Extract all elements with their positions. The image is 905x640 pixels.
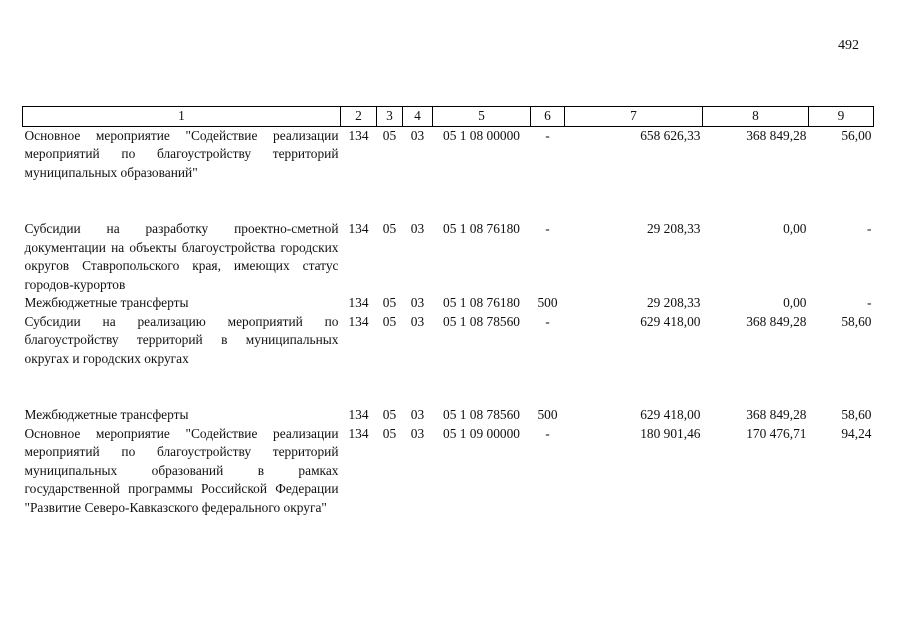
table-row [23,126,874,182]
row-expense-type: - [545,127,550,143]
page-number: 492 [838,38,859,53]
row-code: 134 [348,221,369,236]
row-code: 134 [348,127,369,143]
table-row [23,220,874,294]
row-percent: 56,00 [841,127,872,143]
row-section: 05 [382,295,397,310]
table-row [23,406,874,425]
row-name: Основное мероприятие "Содействие реализации мероприятий по благоустройству территорий муниципальных образований в рамках государственной программы Российской Федерации "Развитие Северо-Кавказского федерального округа" [24,425,339,515]
col-header-8: 8 [703,107,809,127]
row-subsection: 03 [410,221,425,236]
row-percent: - [867,221,872,236]
row-plan-amount: 658 626,33 [640,127,701,143]
row-percent: 94,24 [841,425,872,441]
header-row [23,107,874,127]
row-expense-type: 500 [537,407,558,422]
row-name: Межбюджетные трансферты [24,407,189,422]
col-header-9: 9 [809,107,874,127]
row-actual-amount: 0,00 [783,295,807,310]
row-target-article: 05 1 08 76180 [443,295,520,310]
row-subsection: 03 [410,127,425,143]
row-target-article: 05 1 08 78560 [443,407,520,422]
col-header-7: 7 [565,107,703,127]
row-subsection: 03 [410,425,425,441]
col-header-3: 3 [377,107,403,127]
col-header-1: 1 [23,107,341,127]
table-row [23,425,874,518]
row-spacer [23,182,874,220]
row-expense-type: - [545,221,550,236]
budget-table [22,106,874,517]
row-spacer [23,368,874,406]
row-actual-amount: 368 849,28 [746,313,807,329]
row-plan-amount: 180 901,46 [640,425,701,441]
col-header-5: 5 [433,107,531,127]
row-section: 05 [382,221,397,236]
row-actual-amount: 0,00 [783,221,807,236]
row-name: Субсидии на реализацию мероприятий по благоустройству территорий в муниципальных округах и городских округах [24,313,339,366]
row-code: 134 [348,295,369,310]
row-percent: 58,60 [841,313,872,329]
row-code: 134 [348,425,369,441]
row-percent: 58,60 [841,407,872,422]
row-name: Субсидии на разработку проектно-сметной документации на объекты благоустройства городских округов Ставропольского края, имеющих статус городов-курортов [24,221,339,292]
row-actual-amount: 368 849,28 [746,127,807,143]
row-section: 05 [382,127,397,143]
col-header-6: 6 [531,107,565,127]
row-expense-type: - [545,313,550,329]
row-section: 05 [382,407,397,422]
col-header-4: 4 [403,107,433,127]
row-plan-amount: 29 208,33 [646,221,701,236]
row-target-article: 05 1 08 76180 [443,221,520,236]
col-header-2: 2 [341,107,377,127]
row-subsection: 03 [410,313,425,329]
row-plan-amount: 629 418,00 [640,313,701,329]
row-subsection: 03 [410,407,425,422]
row-code: 134 [348,313,369,329]
row-target-article: 05 1 09 00000 [443,425,520,441]
row-plan-amount: 629 418,00 [640,407,701,422]
row-expense-type: - [545,425,550,441]
row-actual-amount: 170 476,71 [746,425,807,441]
row-percent: - [867,295,872,310]
row-code: 134 [348,407,369,422]
row-name: Основное мероприятие "Содействие реализации мероприятий по благоустройству территорий муниципальных образований" [24,127,339,180]
table-row [23,313,874,369]
row-name: Межбюджетные трансферты [24,295,189,310]
row-section: 05 [382,313,397,329]
row-target-article: 05 1 08 78560 [443,313,520,329]
table-row [23,294,874,313]
row-actual-amount: 368 849,28 [746,407,807,422]
row-subsection: 03 [410,295,425,310]
row-section: 05 [382,425,397,441]
row-expense-type: 500 [537,295,558,310]
row-target-article: 05 1 08 00000 [443,127,520,143]
row-plan-amount: 29 208,33 [646,295,701,310]
